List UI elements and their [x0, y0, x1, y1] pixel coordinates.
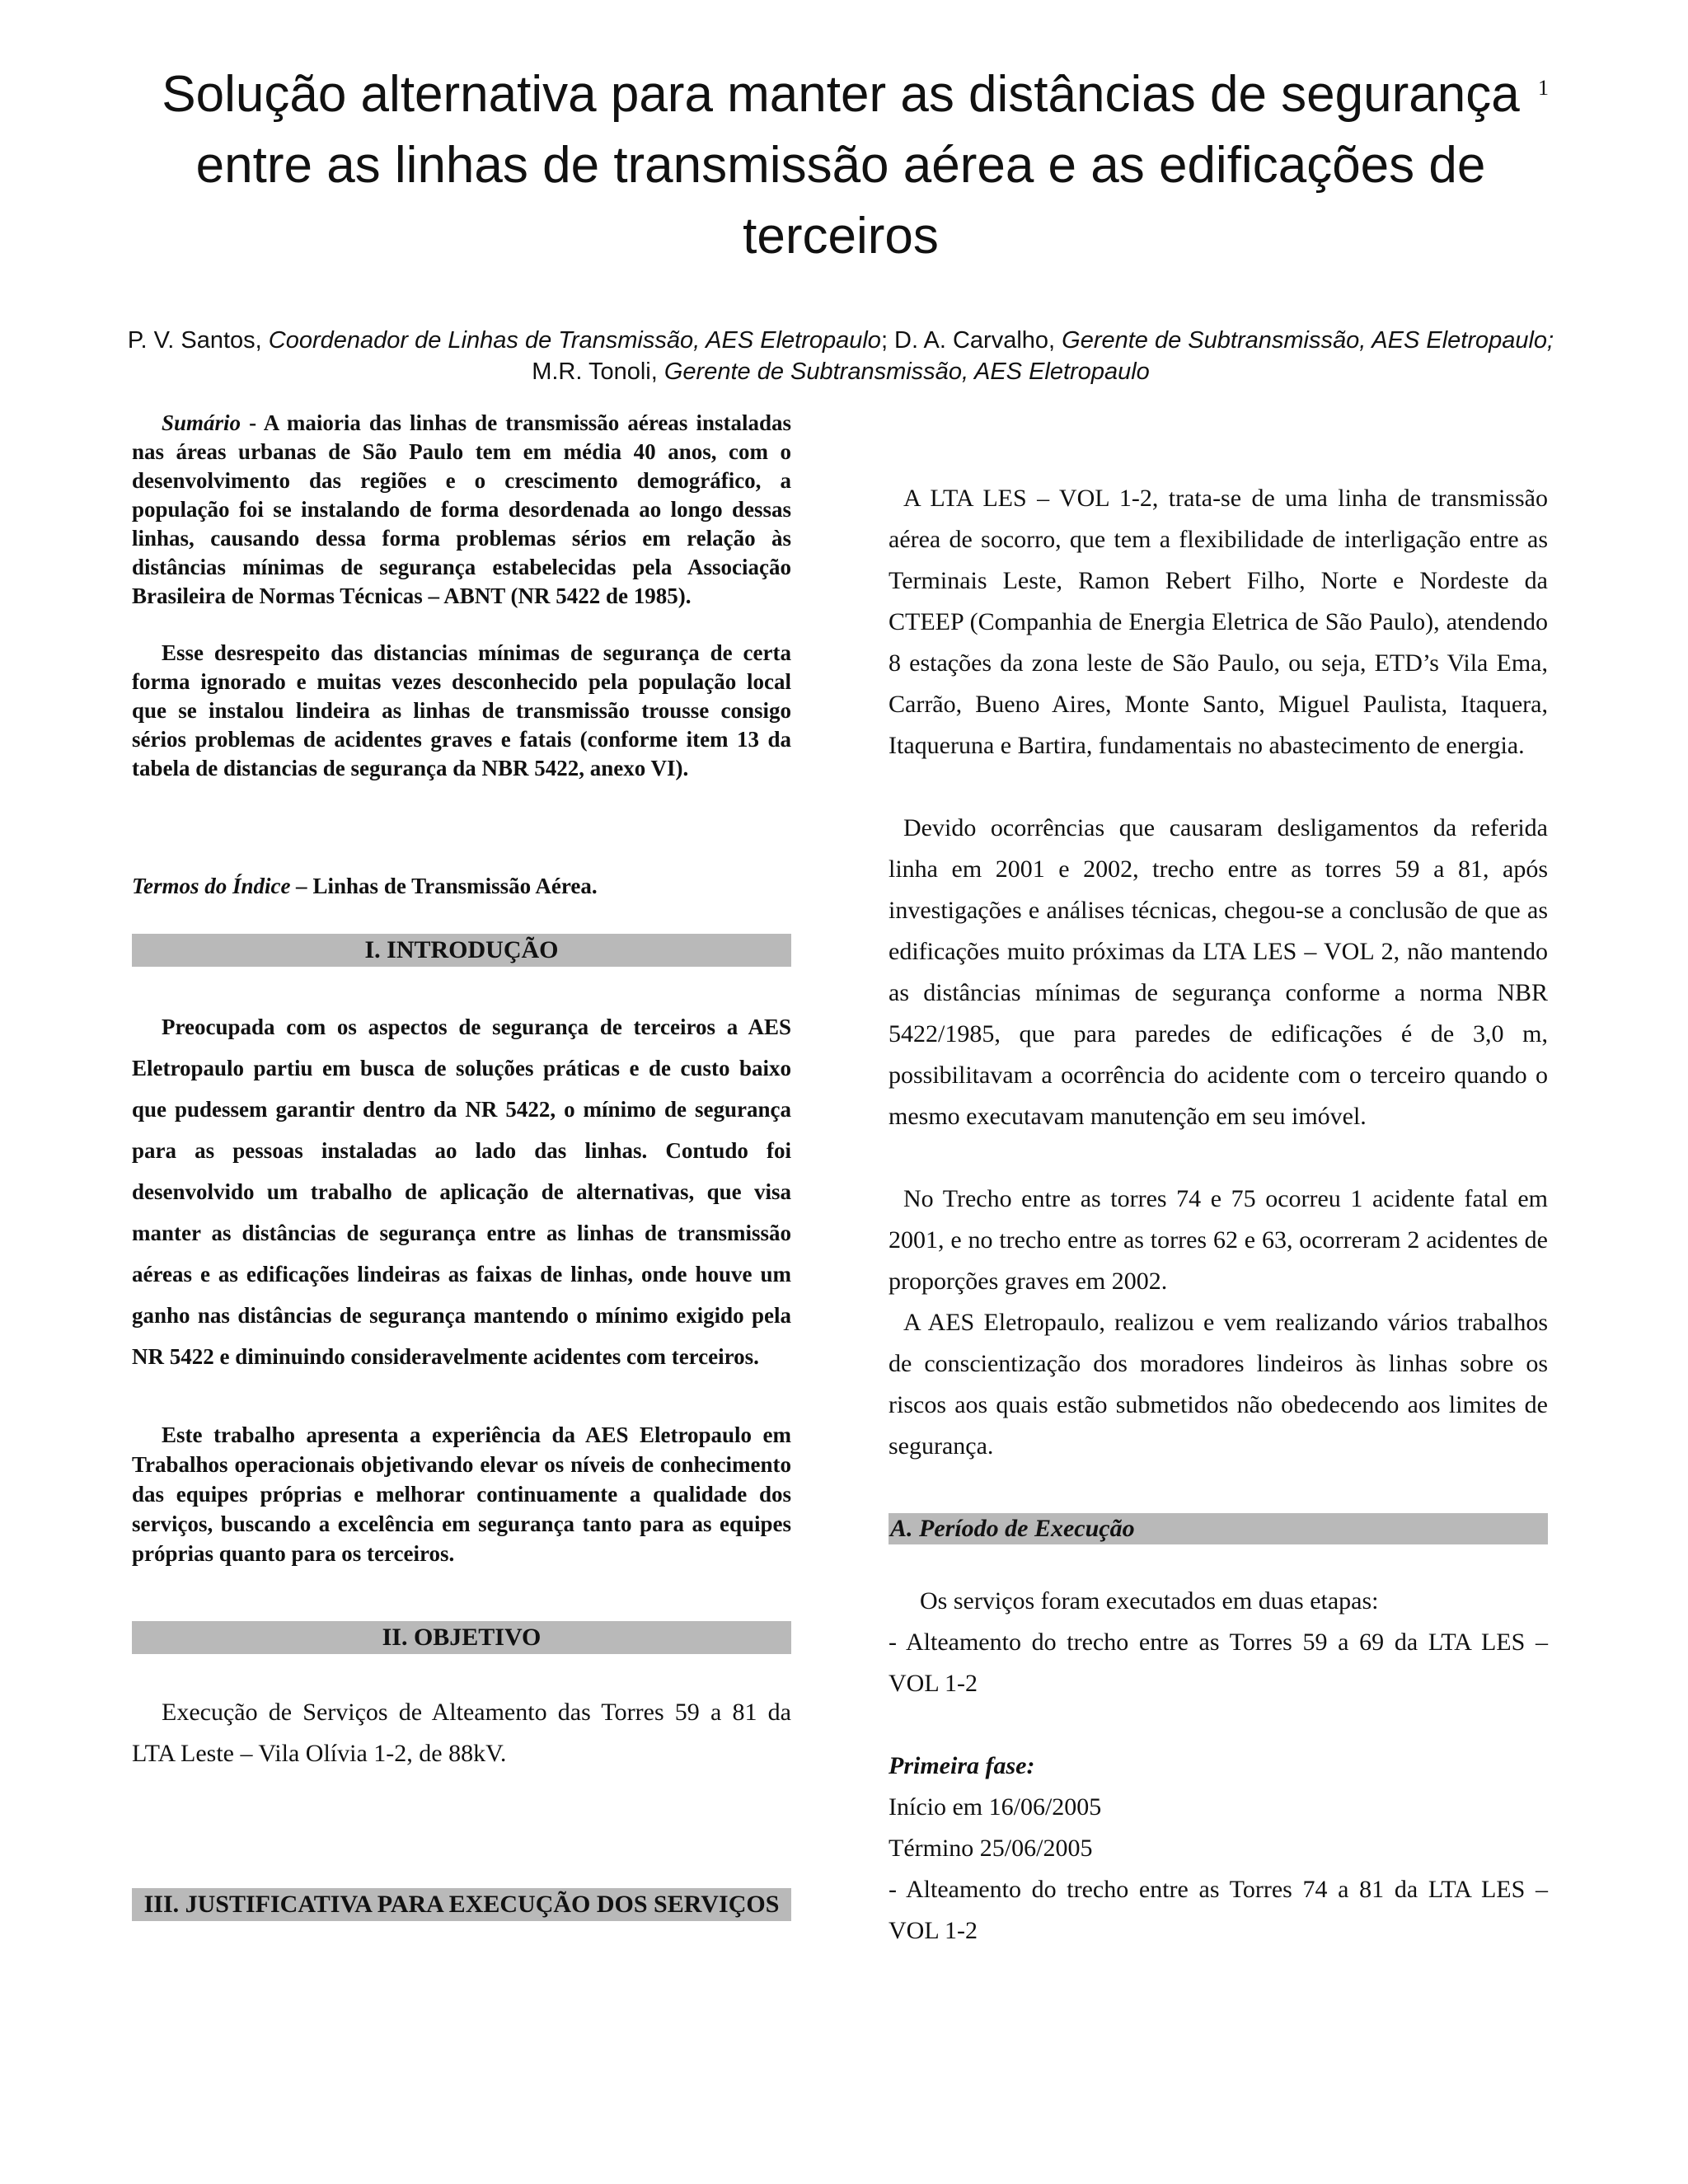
introduction-paragraph-1: Preocupada com os aspectos de segurança de terceiros a AES Eletropaulo partiu em busca de soluções práticas e de custo baixo que pudessem garantir dentro da NR 5422, o mínimo de segurança para as pessoas instaladas ao lado das linhas. Contudo foi desenvolvido um trabalho de aplicação de alternativas, que visa manter as distâncias de segurança entre as linhas de transmissão aéreas e as edificações lindeiras as faixas de linhas, onde houve um ganho nas distâncias de segurança mantendo o mínimo exigido pela NR 5422 e diminuindo consideravelmente acidentes com terceiros. [132, 1015, 791, 1369]
abstract-text-1: - A maioria das linhas de transmissão aéreas instaladas nas áreas urbanas de São Paulo tem em média 40 anos, com o desenvolvimento das regiões e o crescimento demográfico, a população foi se instalando de forma desordenada ao longo dessas linhas, causando dessa forma problemas sérios em relação às distâncias mínimas de segurança estabelecidas pela Associação Brasileira de Normas Técnicas – ABNT (NR 5422 de 1985). [132, 410, 791, 608]
execution-stage-2: - Alteamento do trecho entre as Torres 74 a 81 da LTA LES – VOL 1-2 [889, 1876, 1548, 1944]
phase-heading: Primeira fase: [889, 1752, 1035, 1779]
author-2-role: Gerente de Subtransmissão, AES Eletropaulo; [1062, 327, 1554, 354]
phase-end-date: Término 25/06/2005 [889, 1835, 1093, 1862]
index-terms-value: Linhas de Transmissão Aérea. [312, 874, 598, 898]
introduction-paragraph-2: Este trabalho apresenta a experiência da AES Eletropaulo em Trabalhos operacionais objetivando elevar os níveis de conhecimento das equipes próprias e melhorar continuamente a qualidade dos serviços, buscando a excelência em segurança tanto para as equipes próprias quanto para os terceiros. [132, 1422, 791, 1566]
index-terms [132, 872, 791, 901]
author-1-name: P. V. Santos, [127, 327, 269, 354]
abstract-label: Sumário [162, 410, 241, 435]
paper-title: Solução alternativa para manter as distâncias de segurança entre as linhas de transmissão aérea e as edificações de terceiros [162, 66, 1520, 265]
author-2-name: ; D. A. Carvalho, [880, 327, 1062, 354]
section-heading-introduction: I. INTRODUÇÃO [132, 934, 791, 967]
right-paragraph-3: No Trecho entre as torres 74 e 75 ocorreu 1 acidente fatal em 2001, e no trecho entre as torres 62 e 63, ocorreram 2 acidentes de proporções graves em 2002. [889, 1185, 1548, 1295]
index-terms-label: Termos do Índice – [132, 874, 313, 898]
author-3-role: Gerente de Subtransmissão, AES Eletropaulo [663, 359, 1150, 385]
abstract-paragraph-1 [132, 409, 791, 611]
abstract-paragraph-2: Esse desrespeito das distancias mínimas de segurança de certa forma ignorado e muitas vezes desconhecido pela população local que se instalou lindeira as linhas de transmissão trousse consigo sérios problemas de acidentes graves e fatais (conforme item 13 da tabela de distancias de segurança da NBR 5422, anexo VI). [132, 640, 791, 780]
right-paragraph-2: Devido ocorrências que causaram desligamentos da referida linha em 2001 e 2002, trecho entre as torres 59 a 81, após investigações e análises técnicas, chegou-se a conclusão de que as edificações muito próximas da LTA LES – VOL 2, não mantendo as distâncias mínimas de segurança conforme a norma NBR 5422/1985, que para paredes de edificações é de 3,0 m, possibilitavam a ocorrência do acidente com o terceiro quando o mesmo executavam manutenção em seu imóvel. [889, 814, 1548, 1130]
section-heading-justification: III. JUSTIFICATIVA PARA EXECUÇÃO DOS SERVIÇOS [132, 1888, 791, 1921]
left-column [132, 409, 791, 1921]
author-3-name: M.R. Tonoli, [532, 359, 664, 385]
author-1-role: Coordenador de Linhas de Transmissão, AES Eletropaulo [268, 327, 881, 354]
subsection-heading-execution-period: A. Período de Execução [889, 1513, 1548, 1544]
phase-start-date: Início em 16/06/2005 [889, 1793, 1102, 1821]
right-paragraph-1: A LTA LES – VOL 1-2, trata-se de uma linha de transmissão aérea de socorro, que tem a flexibilidade de interligação entre as Terminais Leste, Ramon Rebert Filho, Norte e Nordeste da CTEEP (Companhia de Energia Eletrica de São Paulo), atendendo 8 estações da zona leste de São Paulo, ou seja, ETD’s Vila Ema, Carrão, Bueno Aires, Monte Santo, Miguel Paulista, Itaquera, Itaqueruna e Bartira, fundamentais no abastecimento de energia. [889, 485, 1548, 759]
execution-stage-1: - Alteamento do trecho entre as Torres 59 a 69 da LTA LES – VOL 1-2 [889, 1629, 1548, 1697]
section-heading-objective: II. OBJETIVO [132, 1621, 791, 1654]
execution-intro: Os serviços foram executados em duas etapas: [920, 1587, 1379, 1615]
author-list [124, 325, 1558, 387]
right-column [889, 478, 1548, 1952]
page-number: 1 [1538, 76, 1549, 100]
right-paragraph-4: A AES Eletropaulo, realizou e vem realizando vários trabalhos de conscientização dos moradores lindeiros às linhas sobre os riscos aos quais estão submetidos não obedecendo aos limites de segurança. [889, 1309, 1548, 1460]
objective-paragraph: Execução de Serviços de Alteamento das Torres 59 a 81 da LTA Leste – Vila Olívia 1-2, de 88kV. [132, 1699, 791, 1767]
